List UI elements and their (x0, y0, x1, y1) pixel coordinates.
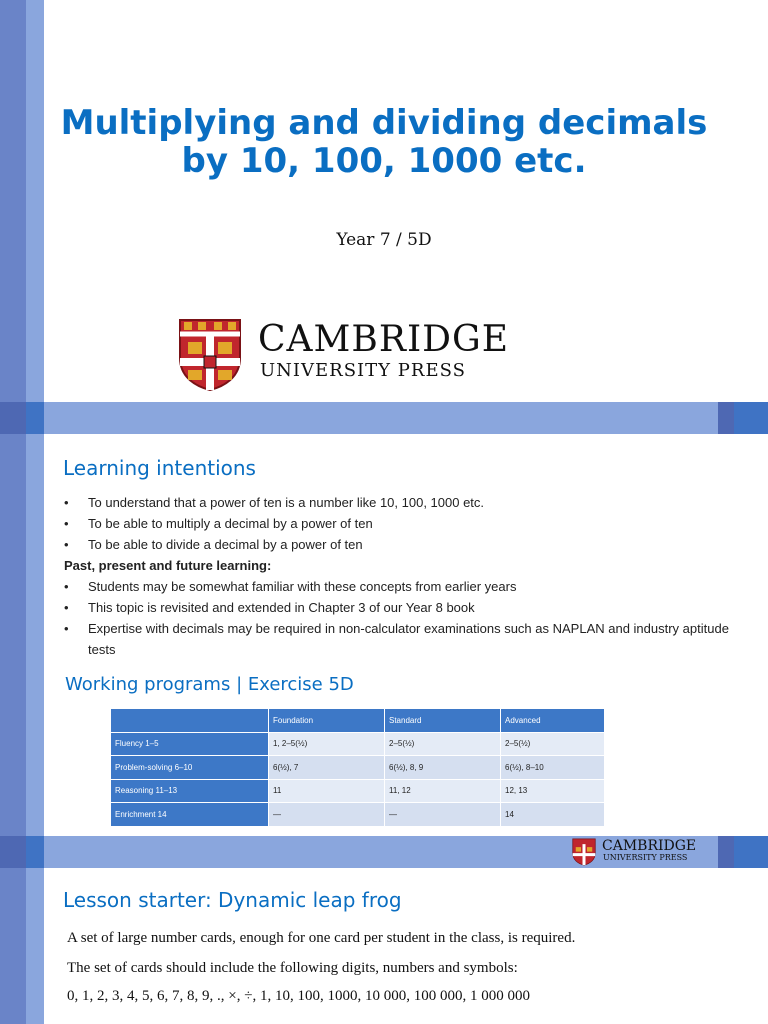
table-row-header: Reasoning 11–13 (111, 779, 269, 803)
cambridge-crest-icon (572, 838, 596, 866)
cambridge-logo (178, 318, 518, 394)
slide-edge-dark (0, 434, 26, 836)
slide-edge-dark (0, 0, 26, 402)
table-row-header: Enrichment 14 (111, 803, 269, 827)
table-row (111, 756, 605, 780)
list-item: • Students may be somewhat familiar with these concepts from earlier years (64, 576, 744, 597)
table-header-cell (111, 709, 269, 733)
slide-learning-intentions (0, 434, 768, 836)
slide-edge-light (26, 868, 44, 1024)
table-cell: 14 (501, 803, 605, 827)
slide-lesson-starter (0, 868, 768, 1024)
slide-divider-band (0, 402, 768, 434)
slide-title (0, 0, 768, 402)
table-header-cell: Advanced (501, 709, 605, 733)
logo-wordmark-bottom: UNIVERSITY PRESS (603, 853, 688, 862)
table-cell: 6(½), 8, 9 (385, 756, 501, 780)
body-text: A set of large number cards, enough for one card per student in the class, is required. (67, 930, 576, 946)
list-item: • To be able to divide a decimal by a power of ten (64, 534, 744, 555)
table-row-header: Problem-solving 6–10 (111, 756, 269, 780)
list-item: • This topic is revisited and extended in Chapter 3 of our Year 8 book (64, 597, 744, 618)
page-subtitle: Year 7 / 5D (336, 230, 432, 250)
working-programs-heading: Working programs | Exercise 5D (65, 674, 354, 695)
section-heading: Lesson starter: Dynamic leap frog (63, 888, 402, 912)
table-cell: 6(½), 7 (269, 756, 385, 780)
table-cell: 6(½), 8–10 (501, 756, 605, 780)
slide-edge-light (26, 0, 44, 402)
logo-wordmark-top: CAMBRIDGE (258, 319, 510, 360)
logo-wordmark-top: CAMBRIDGE (602, 838, 697, 854)
table-row (111, 803, 605, 827)
body-text: 0, 1, 2, 3, 4, 5, 6, 7, 8, 9, ., ×, ÷, 1, 10, 100, 1000, 10 000, 100 000, 1 000 000 (67, 988, 530, 1004)
table-row-header: Fluency 1–5 (111, 732, 269, 756)
past-learning-heading: Past, present and future learning: (64, 558, 272, 573)
intentions-list (64, 492, 744, 660)
cambridge-crest-icon (178, 318, 242, 392)
table-cell: 11, 12 (385, 779, 501, 803)
table-row (111, 779, 605, 803)
body-text: The set of cards should include the following digits, numbers and symbols: (67, 960, 518, 976)
table-cell: 2–5(½) (501, 732, 605, 756)
table-header-row (111, 709, 605, 733)
section-heading: Learning intentions (63, 456, 256, 480)
list-item: • To understand that a power of ten is a number like 10, 100, 1000 etc. (64, 492, 744, 513)
slide-edge-light (26, 434, 44, 836)
working-programs-table (110, 708, 605, 827)
list-item: • Expertise with decimals may be required in non-calculator examinations such as NAPLAN and industry aptitude tests (64, 618, 744, 660)
table-cell: 2–5(½) (385, 732, 501, 756)
table-header-cell: Standard (385, 709, 501, 733)
slide-edge-dark (0, 868, 26, 1024)
table-row (111, 732, 605, 756)
slide-divider-band (0, 836, 768, 868)
logo-wordmark-bottom: UNIVERSITY PRESS (260, 360, 466, 381)
cambridge-logo-small (572, 838, 722, 868)
table-cell: — (385, 803, 501, 827)
table-cell: 12, 13 (501, 779, 605, 803)
table-header-cell: Foundation (269, 709, 385, 733)
list-item: • To be able to multiply a decimal by a power of ten (64, 513, 744, 534)
table-cell: — (269, 803, 385, 827)
table-cell: 1, 2–5(½) (269, 732, 385, 756)
page-title: Multiplying and dividing decimals by 10, 100, 1000 etc. (60, 103, 708, 181)
table-cell: 11 (269, 779, 385, 803)
